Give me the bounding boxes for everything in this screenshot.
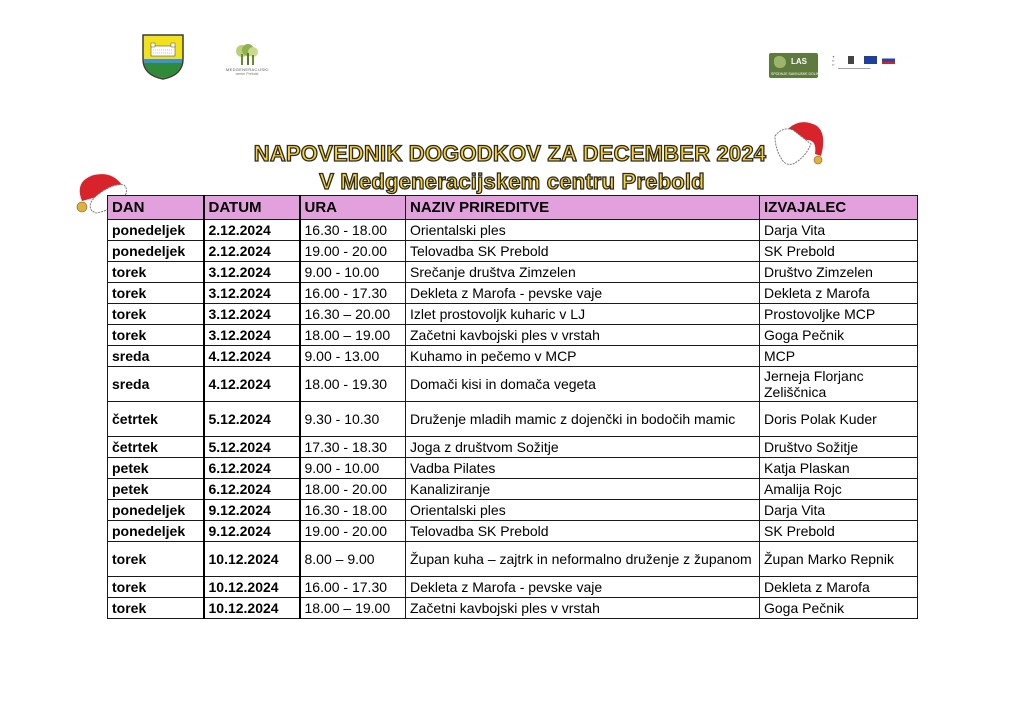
day-cell: ponedeljek	[108, 521, 204, 542]
event-name-cell: Druženje mladih mamic z dojenčki in bodočih mamic	[406, 402, 760, 437]
table-row	[108, 458, 918, 479]
table-row	[108, 402, 918, 437]
las-logo	[769, 53, 822, 78]
municipality-coat-of-arms-logo	[141, 33, 185, 81]
time-cell: 18.00 - 19.30	[300, 367, 406, 402]
organizer-cell: SK Prebold	[760, 521, 918, 542]
ministry-logo-icon	[848, 56, 854, 64]
date-cell: 6.12.2024	[204, 458, 300, 479]
organizer-cell: Jerneja Florjanc Zeliščnica	[760, 367, 918, 402]
date-cell: 3.12.2024	[204, 304, 300, 325]
table-row	[108, 542, 918, 577]
organizer-cell: Dekleta z Marofa	[760, 577, 918, 598]
organizer-cell: Goga Pečnik	[760, 598, 918, 619]
eafrd-logo-icon: ✦ ▪▪ ▪▪	[832, 55, 835, 67]
table-row	[108, 325, 918, 346]
time-cell: 19.00 - 20.00	[300, 521, 406, 542]
day-cell: petek	[108, 458, 204, 479]
event-name-cell: Dekleta z Marofa - pevske vaje	[406, 577, 760, 598]
day-cell: sreda	[108, 367, 204, 402]
time-cell: 16.30 – 20.00	[300, 304, 406, 325]
column-header-datum: DATUM	[204, 196, 300, 220]
time-cell: 19.00 - 20.00	[300, 241, 406, 262]
organizer-cell: Prostovoljke MCP	[760, 304, 918, 325]
time-cell: 16.30 - 18.00	[300, 500, 406, 521]
table-row	[108, 304, 918, 325]
event-name-cell: Kanaliziranje	[406, 479, 760, 500]
event-name-cell: Telovadba SK Prebold	[406, 521, 760, 542]
date-cell: 5.12.2024	[204, 437, 300, 458]
time-cell: 18.00 - 20.00	[300, 479, 406, 500]
date-cell: 5.12.2024	[204, 402, 300, 437]
date-cell: 2.12.2024	[204, 241, 300, 262]
event-name-cell: Joga z društvom Sožitje	[406, 437, 760, 458]
table-row	[108, 500, 918, 521]
time-cell: 9.00 - 10.00	[300, 262, 406, 283]
eu-caption-line: ▬▬▬▬▬▬▬▬▬▬▬▬▬	[838, 67, 871, 70]
day-cell: torek	[108, 304, 204, 325]
las-logo-name: LAS	[791, 57, 807, 66]
table-row	[108, 577, 918, 598]
eu-funding-logos	[832, 55, 898, 73]
event-name-cell: Telovadba SK Prebold	[406, 241, 760, 262]
time-cell: 16.00 - 17.30	[300, 577, 406, 598]
date-cell: 2.12.2024	[204, 220, 300, 241]
date-cell: 3.12.2024	[204, 262, 300, 283]
organizer-cell: Doris Polak Kuder	[760, 402, 918, 437]
date-cell: 4.12.2024	[204, 346, 300, 367]
table-row	[108, 262, 918, 283]
organizer-cell: Društvo Sožitje	[760, 437, 918, 458]
table-row	[108, 479, 918, 500]
time-cell: 17.30 - 18.30	[300, 437, 406, 458]
date-cell: 10.12.2024	[204, 542, 300, 577]
table-row	[108, 241, 918, 262]
day-cell: torek	[108, 325, 204, 346]
date-cell: 3.12.2024	[204, 325, 300, 346]
day-cell: ponedeljek	[108, 220, 204, 241]
day-cell: torek	[108, 577, 204, 598]
day-cell: ponedeljek	[108, 500, 204, 521]
day-cell: četrtek	[108, 437, 204, 458]
table-row	[108, 437, 918, 458]
eu-flag-icon	[864, 56, 877, 64]
date-cell: 4.12.2024	[204, 367, 300, 402]
mgc-logo-subtitle: center Prebold	[235, 72, 259, 76]
time-cell: 16.30 - 18.00	[300, 220, 406, 241]
event-name-cell: Začetni kavbojski ples v vrstah	[406, 598, 760, 619]
column-header-dan: DAN	[108, 196, 204, 220]
date-cell: 3.12.2024	[204, 283, 300, 304]
table-row	[108, 598, 918, 619]
page-subtitle: V Medgeneracijskem centru Prebold	[319, 169, 705, 194]
organizer-cell: SK Prebold	[760, 241, 918, 262]
day-cell: ponedeljek	[108, 241, 204, 262]
page-title: NAPOVEDNIK DOGODKOV ZA DECEMBER 2024	[253, 141, 767, 166]
event-name-cell: Dekleta z Marofa - pevske vaje	[406, 283, 760, 304]
day-cell: sreda	[108, 346, 204, 367]
column-header-naziv: NAZIV PRIREDITVE	[406, 196, 760, 220]
event-name-cell: Orientalski ples	[406, 500, 760, 521]
time-cell: 9.00 - 13.00	[300, 346, 406, 367]
day-cell: torek	[108, 542, 204, 577]
organizer-cell: Društvo Zimzelen	[760, 262, 918, 283]
time-cell: 16.00 - 17.30	[300, 283, 406, 304]
events-schedule-table	[107, 195, 918, 619]
table-row	[108, 283, 918, 304]
day-cell: torek	[108, 262, 204, 283]
organizer-cell: Katja Plaskan	[760, 458, 918, 479]
date-cell: 6.12.2024	[204, 479, 300, 500]
event-name-cell: Srečanje društva Zimzelen	[406, 262, 760, 283]
time-cell: 18.00 – 19.00	[300, 325, 406, 346]
medgeneracijski-center-logo	[226, 44, 268, 78]
date-cell: 10.12.2024	[204, 577, 300, 598]
date-cell: 10.12.2024	[204, 598, 300, 619]
trees-icon	[234, 44, 260, 66]
event-name-cell: Začetni kavbojski ples v vrstah	[406, 325, 760, 346]
organizer-cell: MCP	[760, 346, 918, 367]
day-cell: torek	[108, 283, 204, 304]
santa-hat-icon	[771, 118, 831, 170]
event-name-cell: Vadba Pilates	[406, 458, 760, 479]
organizer-cell: Dekleta z Marofa	[760, 283, 918, 304]
slovenia-flag-icon	[882, 56, 895, 64]
event-name-cell: Izlet prostovoljk kuharic v LJ	[406, 304, 760, 325]
event-name-cell: Domači kisi in domača vegeta	[406, 367, 760, 402]
organizer-cell: Darja Vita	[760, 500, 918, 521]
date-cell: 9.12.2024	[204, 521, 300, 542]
table-header-row	[108, 196, 918, 220]
table-row	[108, 220, 918, 241]
event-name-cell: Orientalski ples	[406, 220, 760, 241]
date-cell: 9.12.2024	[204, 500, 300, 521]
organizer-cell: Darja Vita	[760, 220, 918, 241]
day-cell: četrtek	[108, 402, 204, 437]
time-cell: 9.30 - 10.30	[300, 402, 406, 437]
column-header-izvajalec: IZVAJALEC	[760, 196, 918, 220]
mgc-logo-name: MEDGENERACIJSKI	[226, 67, 269, 72]
table-row	[108, 521, 918, 542]
organizer-cell: Amalija Rojc	[760, 479, 918, 500]
day-cell: torek	[108, 598, 204, 619]
column-header-ura: URA	[300, 196, 406, 220]
table-row	[108, 367, 918, 402]
las-logo-subtitle: SPODNJE SAVINJSKE DOLINE	[771, 72, 822, 76]
day-cell: petek	[108, 479, 204, 500]
time-cell: 9.00 - 10.00	[300, 458, 406, 479]
time-cell: 18.00 – 19.00	[300, 598, 406, 619]
time-cell: 8.00 – 9.00	[300, 542, 406, 577]
event-name-cell: Župan kuha – zajtrk in neformalno druženje z županom	[406, 542, 760, 577]
event-name-cell: Kuhamo in pečemo v MCP	[406, 346, 760, 367]
table-row	[108, 346, 918, 367]
organizer-cell: Goga Pečnik	[760, 325, 918, 346]
region-map-icon	[774, 56, 786, 68]
organizer-cell: Župan Marko Repnik	[760, 542, 918, 577]
